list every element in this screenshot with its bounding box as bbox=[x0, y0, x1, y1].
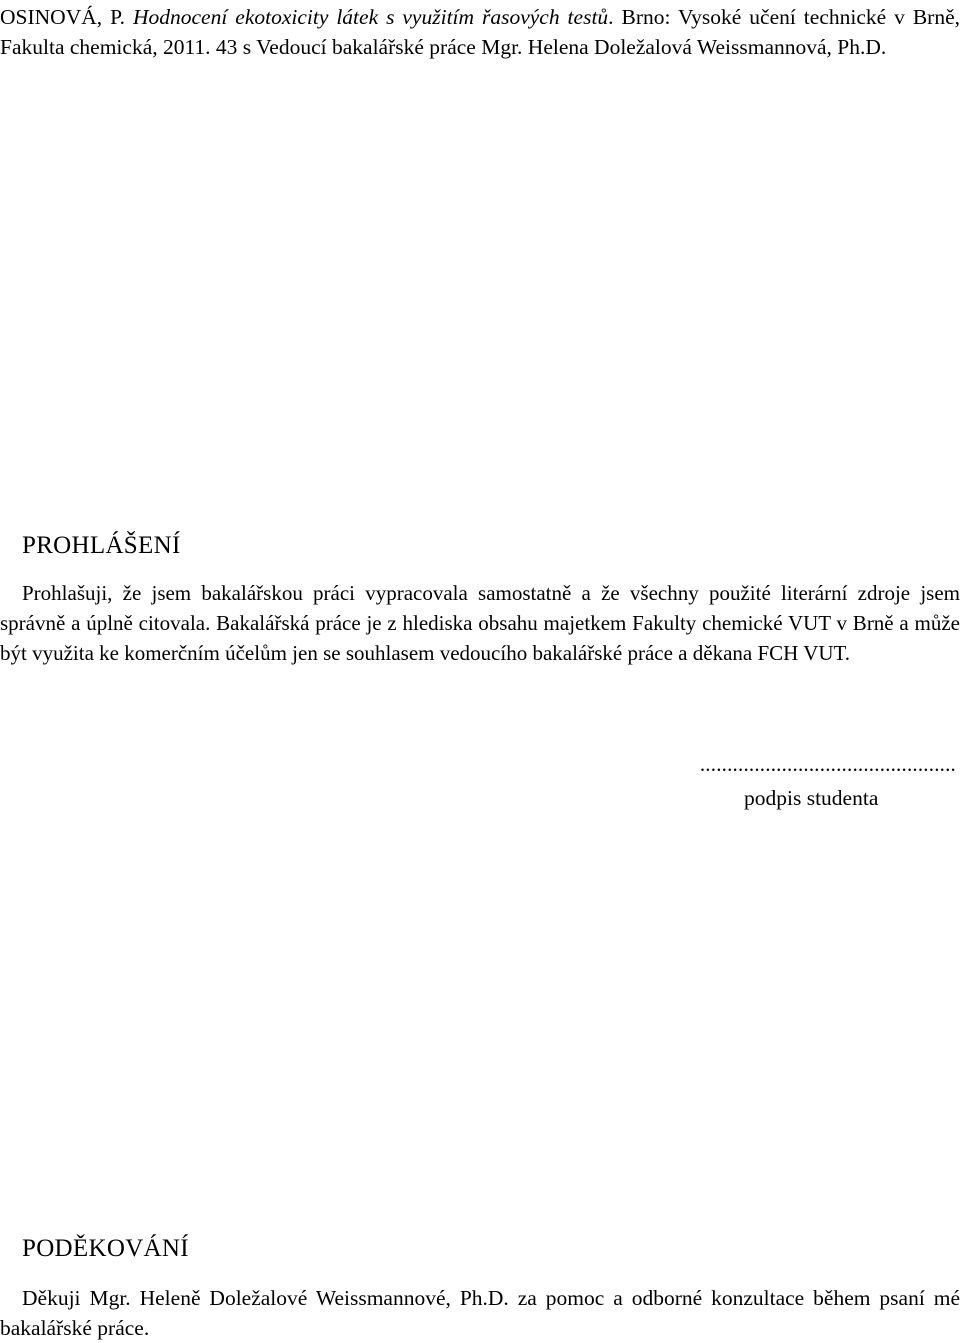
citation-details: . Brno: Vysoké učení technické v Brně, Fakulta chemická, 2011. 43 s Vedoucí bakalářské práce Mgr. Helena Doležalová Weissmannová, Ph.D. bbox=[0, 5, 960, 59]
citation-authors: OSINOVÁ, P. bbox=[0, 5, 133, 29]
bibliographic-citation bbox=[0, 2, 960, 62]
citation-title: Hodnocení ekotoxicity látek s využitím řasových testů bbox=[132, 5, 609, 29]
acknowledgement-heading: PODĚKOVÁNÍ bbox=[22, 1235, 189, 1262]
signature-label: podpis studenta bbox=[744, 786, 879, 810]
declaration-text: Prohlašuji, že jsem bakalářskou práci vypracovala samostatně a že všechny použité literární zdroje jsem správně a úplně citovala. Bakalářská práce je z hlediska obsahu majetkem Fakulty chemické VUT v Brně a může být využita ke komerčním účelům jen se souhlasem vedoucího bakalářské práce a děkana FCH VUT. bbox=[0, 581, 960, 665]
declaration-heading: PROHLÁŠENÍ bbox=[22, 532, 181, 559]
acknowledgement-text: Děkuji Mgr. Heleně Doležalové Weissmannové, Ph.D. za pomoc a odborné konzultace během psaní mé bakalářské práce. bbox=[0, 1286, 960, 1340]
signature-line: ............................................... bbox=[699, 752, 956, 776]
